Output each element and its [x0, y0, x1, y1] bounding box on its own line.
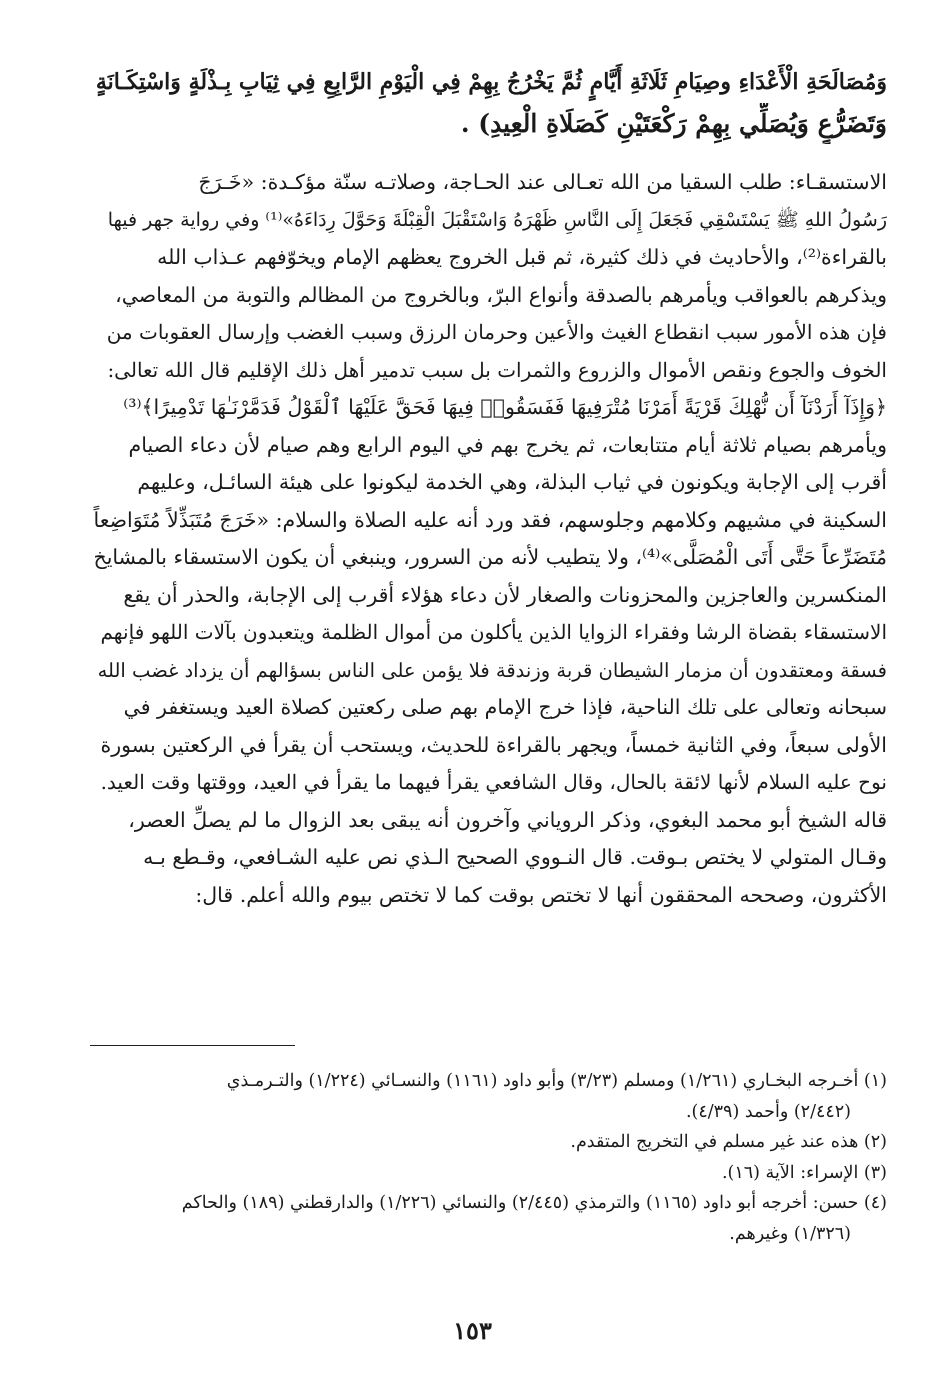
footnote-2: (٢) هذه عند غير مسلم في التخريج المتقدم.	[570, 1132, 887, 1152]
main-text-line: وَتَضَرُّعٍ وَيُصَلِّي بِهِمْ رَكْعَتَيْنِ كَصَلَاةِ الْعِيدِ) .	[460, 109, 887, 138]
commentary-line: فسقة ومعتقدون أن مزمار الشيطان قربة وزندقة فلا يؤمن على الناس بسؤالهم أن يزداد غضب الله	[97, 658, 887, 682]
commentary-line: مُتَضَرِّعاً حَتَّى أَتَى الْمُصَلَّى»⁽⁴⁾، ولا يتطيب لأنه من السرور، وينبغي أن يكون الاستسقاء بالمشايخ	[93, 545, 887, 569]
commentary-line: بالقراءة⁽²⁾، والأحاديث في ذلك كثيرة، ثم قبل الخروج يعظهم الإمام ويخوّفهم عـذاب الله	[157, 245, 887, 269]
commentary-line: ويأمرهم بصيام ثلاثة أيام متتابعات، ثم يخرج بهم في اليوم الرابع وهم صيام لأن دعاء الصيام	[128, 432, 887, 457]
footnote-1-continued: (٢/٤٤٢) وأحمد (٤/٣٩).	[685, 1101, 851, 1122]
commentary	[90, 164, 887, 914]
footnote-1: (١) أخـرجه البخـاري (١/٢٦١) ومسلم (٣/٢٣) وأبو داود (١١٦١) والنسـائي (١/٢٢٤) والتـرمـذي	[226, 1071, 887, 1091]
footnote-separator	[90, 1045, 295, 1046]
quran-verse-line: ﴿وَإِذَآ أَرَدْنَآ أَن نُّهْلِكَ قَرْيَةً أَمَرْنَا مُتْرَفِيهَا فَفَسَقُوا۟ فِيهَا فَحَقَّ عَلَيْهَا ٱلْقَوْلُ فَدَمَّرْنَـٰهَا تَدْمِيرًا﴾⁽³⁾	[123, 395, 887, 419]
commentary-line: فإن هذه الأمور سبب انقطاع الغيث والأعين وحرمان الرزق وسبب الغضب وإرسال العقوبات من	[106, 320, 887, 344]
commentary-line: وقـال المتولي لا يختص بـوقت. قال النـووي الصحيح الـذي نص عليه الشـافعي، وقـطع بـه	[143, 845, 887, 869]
commentary-line: الاستسقـاء: طلب السقيا من الله تعـالى عند الحـاجة، وصلاتـه سنّة مؤكـدة: «خَـرَجَ	[198, 170, 887, 194]
commentary-line: الاستسقاء بقضاة الرشا وفقراء الزوايا الذين يأكلون من أموال الظلمة ويتعبدون بآلات اللهو فإنهم	[100, 620, 887, 644]
commentary-line: الخوف والجوع ونقص الأموال والزروع والثمرات بل سبب تدمير أهل ذلك الإقليم قال الله تعالى:	[107, 357, 887, 382]
commentary-line: السكينة في مشيهم وكلامهم وجلوسهم، فقد ورد أنه عليه الصلاة والسلام: «خَرَجَ مُتَبَذِّلاً مُتَوَاضِعاً	[93, 507, 887, 532]
commentary-line: المنكسرين والعاجزين والمحزونات والصغار لأن دعاء هؤلاء أقرب إلى الإجابة، والحذر أن يقع	[123, 582, 887, 607]
page-body	[90, 62, 887, 914]
main-text	[90, 62, 887, 144]
footnote-3: (٣) الإسراء: الآية (١٦).	[721, 1162, 887, 1183]
commentary-line: رَسُولُ اللهِ ﷺ يَسْتَسْقِي فَجَعَلَ إِلَى النَّاسِ ظَهْرَهُ وَاسْتَقْبَلَ الْقِبْلَةَ وَحَوَّلَ رِدَاءَهُ»⁽¹⁾ وفي رواية جهر فيها	[107, 208, 887, 231]
main-text-line: وَمُصَالَحَةِ الْأَعْدَاءِ وصِيَامِ ثَلَاثَةِ أَيَّامٍ ثُمَّ يَخْرُجُ بِهِمْ فِي الْيَوْمِ الرَّابِعِ فِي ثِيَابِ بِـذْلَةٍ وَاسْتِكَـانَةٍ	[95, 69, 887, 95]
page-number: ١٥٣	[453, 1316, 492, 1345]
commentary-line: قاله الشيخ أبو محمد البغوي، وذكر الروياني وآخرون أنه يبقى بعد الزوال ما لم يصلِّ العصر،	[128, 807, 887, 832]
commentary-line: الأكثرون، وصححه المحققون أنها لا تختص بوقت كما لا تختص بيوم والله أعلم. قال:	[195, 882, 887, 907]
commentary-line: الأولى سبعاً، وفي الثانية خمساً، ويجهر بالقراءة للحديث، ويستحب أن يقرأ في الركعتين بسورة	[100, 732, 887, 757]
commentary-line: ويذكرهم بالعواقب ويأمرهم بالصدقة وأنواع البرّ، وبالخروج من المظالم والتوبة من المعاصي،	[115, 282, 887, 307]
footnote-4: (٤) حسن: أخرجه أبو داود (١١٦٥) والترمذي (٢/٤٤٥) والنسائي (١/٢٢٦) والدارقطني (١٨٩) والحاكم	[181, 1193, 887, 1213]
commentary-line: نوح عليه السلام لأنها لائقة بالحال، وقال الشافعي يقرأ فيهما ما يقرأ في العيد، ووقتها وقت العيد.	[100, 770, 887, 794]
footnote-4-continued: (١/٣٢٦) وغيرهم.	[729, 1223, 851, 1244]
footnotes	[90, 1066, 887, 1249]
commentary-line: أقرب إلى الإجابة ويكونون في ثياب البذلة، وهي الخدمة ليكونوا على هيئة السائـل، وعليهم	[137, 470, 887, 494]
commentary-line: سبحانه وتعالى على تلك الناحية، فإذا خرج الإمام بهم صلى ركعتين كصلاة العيد ويستغفر في	[123, 695, 887, 719]
